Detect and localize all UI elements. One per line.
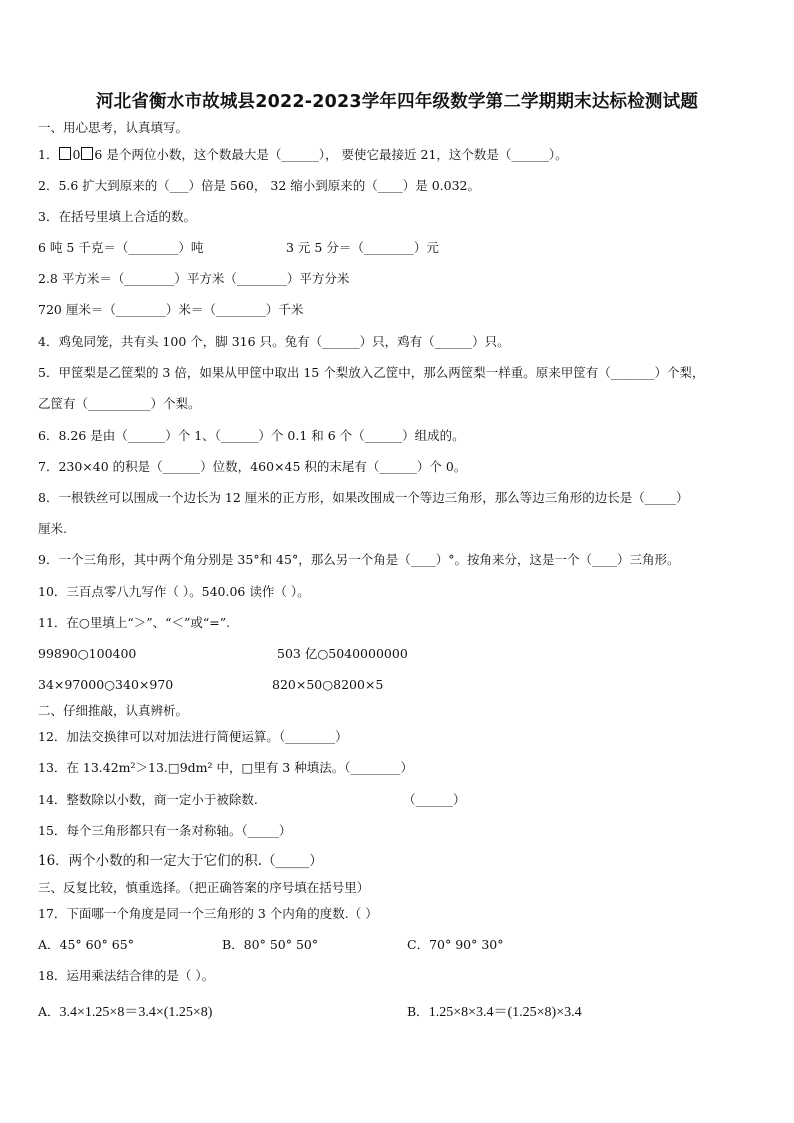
question-1-middle: 0	[72, 147, 81, 162]
question-17-option-c: C．70° 90° 30°	[407, 937, 504, 952]
option-label: B．	[407, 1004, 429, 1019]
question-2: 2．5.6 扩大到原来的（___）倍是 560， 32 缩小到原来的（____）是 0.032。	[38, 178, 480, 193]
question-3-part-a: 6 吨 5 千克＝（________）吨	[38, 240, 204, 255]
question-1-text: 6 是个两位小数，这个数最大是（______）， 要使它最接近 21，这个数是（______）。	[94, 147, 568, 162]
question-9: 9．一个三角形，其中两个角分别是 35°和 45°，那么另一个角是（____）°。按角来分，这是一个（____）三角形。	[38, 552, 680, 567]
question-5-line-1: 5．甲筐梨是乙筐梨的 3 倍，如果从甲筐中取出 15 个梨放入乙筐中，那么两筐梨一样重。原来甲筐有（_______）个梨，	[38, 365, 705, 380]
question-13: 13．在 13.42m²＞13.□9dm² 中，□里有 3 种填法。（________）	[38, 760, 413, 775]
question-14: 14．整数除以小数，商一定小于被除数.	[38, 792, 258, 807]
question-3: 3．在括号里填上合适的数。	[38, 209, 196, 224]
question-18: 18．运用乘法结合律的是（ ）。	[38, 968, 215, 983]
question-12: 12．加法交换律可以对加法进行简便运算。（________）	[38, 729, 348, 744]
question-17-option-a: A．45° 60° 65°	[38, 937, 134, 952]
question-16: 16．两个小数的和一定大于它们的积.（_____）	[38, 853, 323, 869]
question-15: 15．每个三角形都只有一条对称轴。（_____）	[38, 823, 292, 838]
question-14-answer-blank: （______）	[403, 792, 466, 807]
question-3-part-c: 2.8 平方米＝（________）平方米（________）平方分米	[38, 271, 350, 286]
question-18-option-a	[38, 1004, 212, 1021]
question-8-line-1: 8．一根铁丝可以围成一个边长为 12 厘米的正方形，如果改围成一个等边三角形，那么等边三角形的边长是（_____）	[38, 490, 689, 505]
question-5-line-2: 乙筐有（__________）个梨。	[38, 396, 201, 411]
section-heading-3: 三、反复比较，慎重选择。（把正确答案的序号填在括号里）	[38, 880, 370, 895]
question-17: 17．下面哪一个角度是同一个三角形的 3 个内角的度数.（ ）	[38, 906, 378, 921]
question-6: 6．8.26 是由（______）个 1、（______）个 0.1 和 6 个（______）组成的。	[38, 428, 465, 443]
page-title: 河北省衡水市故城县2022-2023学年四年级数学第二学期期末达标检测试题	[95, 92, 699, 112]
question-11-part-a: 99890○100400	[38, 646, 137, 661]
question-8-line-2: 厘米.	[38, 521, 67, 536]
question-7: 7．230×40 的积是（______）位数，460×45 积的末尾有（______）个 0。	[38, 459, 467, 474]
question-10: 10．三百点零八九写作（ ）。540.06 读作（ ）。	[38, 584, 310, 599]
blank-box-icon	[81, 147, 93, 160]
question-11-part-c: 34×97000○340×970	[38, 677, 174, 692]
question-4: 4．鸡兔同笼，共有头 100 个，脚 316 只。兔有（______）只，鸡有（______）只。	[38, 334, 510, 349]
option-label: A．	[38, 1004, 60, 1019]
option-expression: 3.4×1.25×8＝3.4×(1.25×8)	[59, 1005, 213, 1020]
section-heading-1: 一、用心思考，认真填写。	[38, 120, 189, 135]
question-11-part-d: 820×50○8200×5	[272, 677, 384, 692]
question-11: 11．在○里填上“＞”、“＜”或“=”.	[38, 615, 231, 630]
question-1	[38, 147, 568, 163]
question-3-part-d: 720 厘米＝（________）米＝（________）千米	[38, 302, 304, 317]
question-17-option-b: B．80° 50° 50°	[222, 937, 319, 952]
question-3-part-b: 3 元 5 分＝（________）元	[286, 240, 439, 255]
option-expression: 1.25×8×3.4＝(1.25×8)×3.4	[428, 1005, 582, 1020]
section-heading-2: 二、仔细推敲，认真辨析。	[38, 703, 189, 718]
question-number: 1．	[38, 147, 59, 162]
question-11-part-b: 503 亿○5040000000	[277, 646, 408, 661]
question-18-option-b	[407, 1004, 582, 1021]
blank-box-icon	[59, 147, 71, 160]
